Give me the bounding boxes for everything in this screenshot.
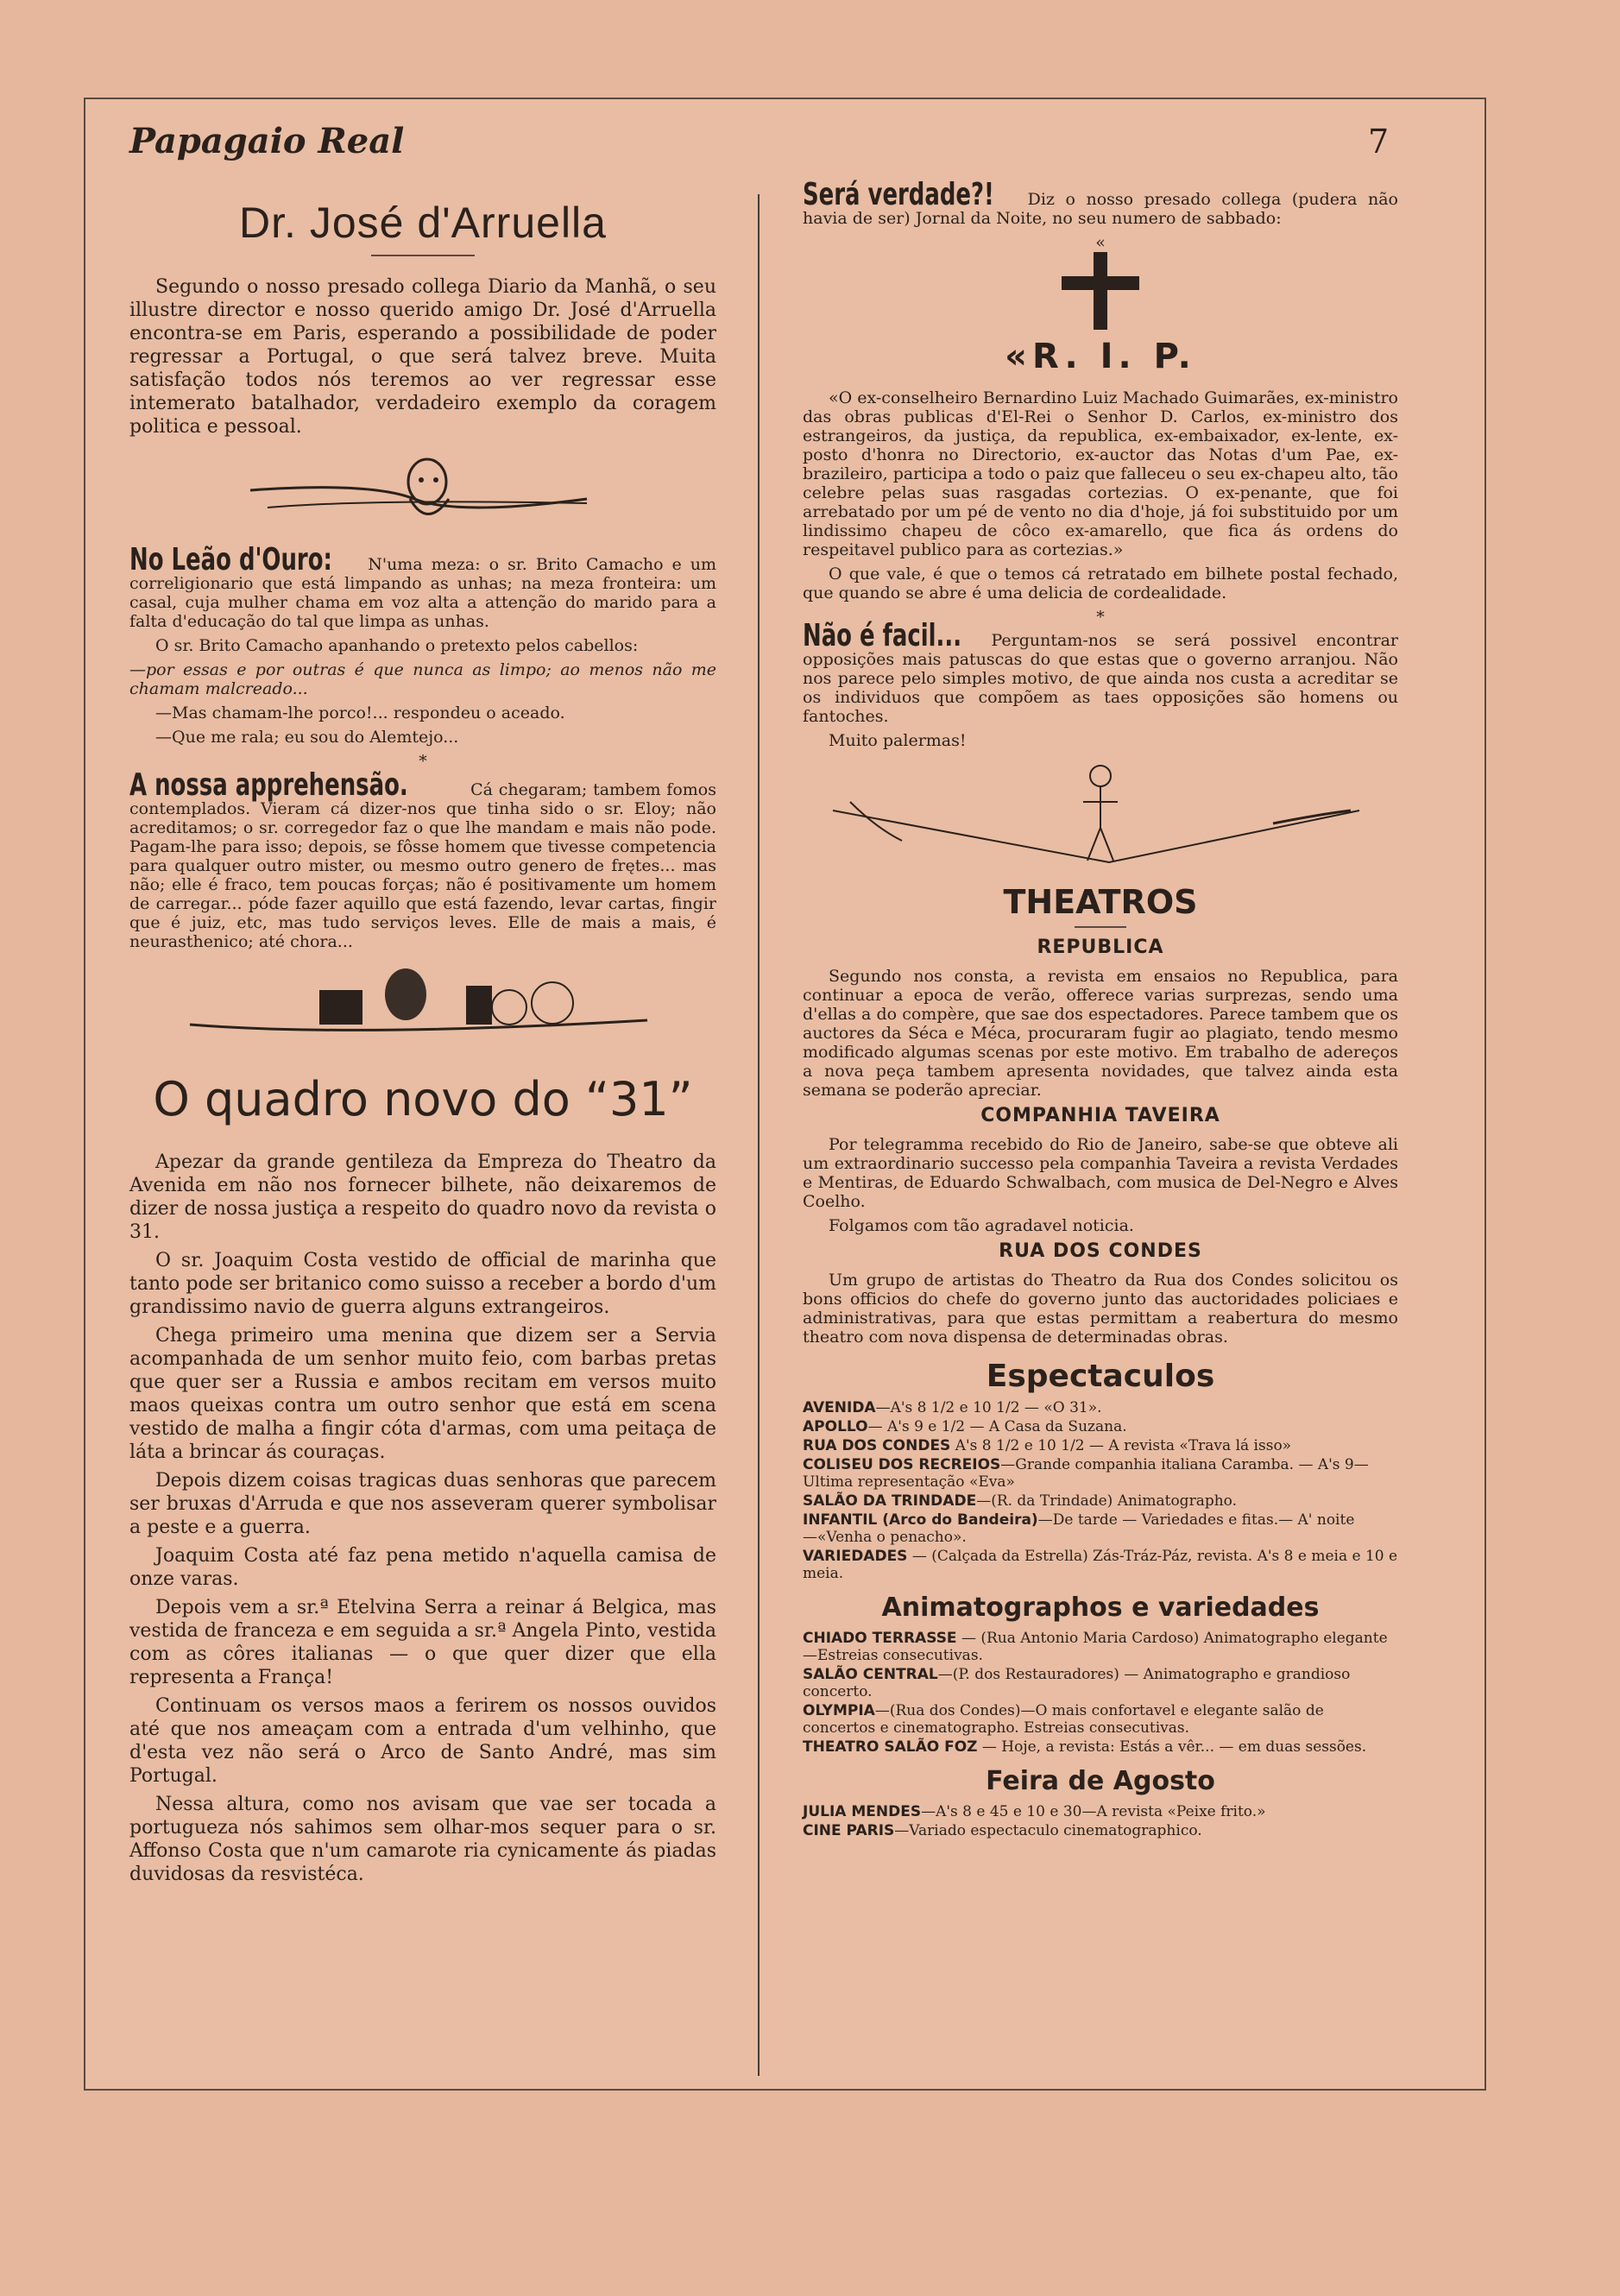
- arruella-text: Segundo o nosso presado collega Diario da Manhã, o seu illustre director e nosso querido amigo Dr. José d'Arruella encontra-se em Paris, esperando a possibilidade de poder regressar a Portugal, o que será talvez breve. Muita satisfação todos nós teremos ao ver regressar esse intemerato batalhador, verdadeiro exemplo da coragem politica e pessoal.: [129, 276, 716, 438]
- list-item: CHIADO TERRASSE — (Rua Antonio Maria Cardoso) Animatographo elegante—Estreias consecutivas.: [803, 1630, 1388, 1664]
- leao-p2: O sr. Brito Camacho apanhando o pretexto pelos cabellos:: [155, 636, 639, 655]
- title-rule: [371, 255, 475, 256]
- leao-head: No Leão d'Ouro:: [129, 542, 332, 577]
- seesaw-illustration: [824, 759, 1377, 871]
- animatographos-title: Animatographos e variedades: [881, 1593, 1320, 1623]
- taveira-title: COMPANHIA TAVEIRA: [980, 1105, 1220, 1126]
- list-item: VARIEDADES — (Calçada da Estrella) Zás-Tráz-Páz, revista. A's 8 e meia e 10 e meia.: [803, 1548, 1398, 1582]
- leao-p5: —Que me rala; eu sou do Alemtejo...: [155, 728, 459, 747]
- rip-heading: «R. I. P.: [1005, 337, 1196, 376]
- list-item: SALÃO DA TRINDADE—(R. da Trindade) Animatographo.: [803, 1492, 1237, 1510]
- taveira-end: Folgamos com tão agradavel noticia.: [829, 1216, 1134, 1235]
- quadro-p2: O sr. Joaquim Costa vestido de official de marinha que tanto pode ser britanico como suisso a receber a bordo d'um grandissimo navio de guerra alguns extrangeiros.: [129, 1250, 716, 1318]
- quadro-p6: Depois vem a sr.ª Etelvina Serra a reinar á Belgica, mas vestida de franceza e em seguida a sr.ª Angela Pinto, vestida com as côres italianas — o que quer dizer que ella representa a França!: [129, 1597, 716, 1688]
- right-column: [803, 177, 1399, 1841]
- caricature-illustration: [242, 447, 604, 542]
- espectaculos-title: Espectaculos: [986, 1359, 1215, 1394]
- theatros-title: THEATROS: [1003, 883, 1198, 921]
- facil-text: Perguntam-nos se será possivel encontrar opposições mais patuscas do que estas que o governo arranjou. Não nos parece pelo simples motivo, de que ainda nos custa a acreditar se os individuos que compõem as taes opposições são homens ou fantoches.: [803, 631, 1399, 726]
- quadro-title: O quadro novo do “31”: [153, 1072, 693, 1126]
- condes-text: Um grupo de artistas do Theatro da Rua dos Condes solicitou os bons officios do chefe do governo junto das auctoridades policiaes e administrativas, para que estas permittam a reabertura do mesmo theatro com nova dispensa de determinadas obras.: [803, 1271, 1398, 1347]
- facil-end: Muito palermas!: [829, 731, 967, 750]
- cross-icon: [1062, 252, 1139, 330]
- verdade-text: Diz o nosso presado collega (pudera não havia de ser) Jornal da Noite, no seu numero de sabbado:: [803, 190, 1398, 228]
- leao-p3: —por essas e por outras é que nunca as limpo; ao menos não me chamam malcreado...: [129, 660, 716, 698]
- quote-mark: «: [1095, 233, 1106, 252]
- column-divider: [758, 194, 760, 2076]
- animatographos-list: [803, 1630, 1398, 1756]
- left-column: [129, 186, 716, 1891]
- separator-star: *: [419, 752, 427, 771]
- list-item: RUA DOS CONDES A's 8 1/2 e 10 1/2 — A revista «Trava lá isso»: [803, 1437, 1292, 1454]
- list-item: INFANTIL (Arco do Bandeira)—De tarde — Variedades e fitas.— A' noite—«Venha o penacho».: [803, 1511, 1355, 1546]
- separator-star: *: [1096, 608, 1105, 627]
- list-item: CINE PARIS—Variado espectaculo cinematographico.: [803, 1822, 1202, 1839]
- feira-list: [803, 1803, 1398, 1839]
- quadro-p7: Continuam os versos maos a ferirem os nossos ouvidos até que nos ameaçam com a entrada d'um velhinho, que d'esta vez não será o Arco de Santo André, mas sim Portugal.: [129, 1695, 716, 1787]
- espectaculos-list: [803, 1399, 1398, 1582]
- quadro-p8: Nessa altura, como nos avisam que vae ser tocada a portugueza nós sahimos sem olhar-mos sequer para o sr. Affonso Costa que n'um camarote ria cynicamente ás piadas duvidosas da resvistéca.: [129, 1794, 716, 1885]
- verdade-body: «O ex-conselheiro Bernardino Luiz Machado Guimarães, ex-ministro das obras publicas d'El-Rei o Senhor D. Carlos, ex-ministro dos estrangeiros, da justiça, da republica, ex-embaixador, ex-lente, ex-posto d'honra no Directorio, ex-auctor das Notas d'um Pae, ex-brazileiro, participa a todo o paiz que falleceu o seu ex-chapeu alto, tão celebre pelas suas rasgadas cortezias. O ex-penante, que foi arrebatado por um pé de vento no dia d'hoje, já foi substituido por um lindissimo chapeu de côco ex-amarello, que fica ás ordens do respeitavel publico para as cortezias.»: [803, 388, 1398, 559]
- apprehensao-text: Cá chegaram; tambem fomos contemplados. Vieram cá dizer-nos que tinha sido o sr. Eloy; não acreditamos; o sr. corregedor faz o que lhe mandam e mais não pode. Pagam-lhe para isso; depois, se fôsse homem que tivesse competencia para qualquer outro mister, ou mesmo outro genero de frętes... mas não; elle é fraco, tem poucas forças; não é positivamente um homem de carregar... póde fazer aquillo que está fazendo, levar cartas, fingir que é juiz, etc, mas tudo serviços leves. Elle de mais a mais, é neurasthenico; até chora...: [129, 780, 716, 951]
- quadro-p3: Chega primeiro uma menina que dizem ser a Servia acompanhada de um senhor muito feio, com barbas pretas que quer ser a Russia e ambos recitam em versos muito maos queixas contra um outro senhor que está em scena vestido de malha a fingir cóta d'armas, com uma peitaça de láta a brincar ás couraças.: [129, 1325, 716, 1463]
- list-item: APOLLO— A's 9 e 1/2 — A Casa da Suzana.: [803, 1418, 1127, 1435]
- list-item: OLYMPIA—(Rua dos Condes)—O mais confortavel e elegante salão de concertos e cinematographo. Estreias consecutivas.: [803, 1702, 1324, 1737]
- taveira-text: Por telegramma recebido do Rio de Janeiro, sabe-se que obteve ali um extraordinario successo pela companhia Taveira a revista Verdades e Mentiras, de Eduardo Schwalbach, com musica de Del-Negro e Alves Coelho.: [803, 1135, 1398, 1211]
- verdade-note: O que vale, é que o temos cá retratado em bilhete postal fechado, que quando se abre é uma delicia de cordealidade.: [803, 565, 1398, 602]
- republica-text: Segundo nos consta, a revista em ensaios no Republica, para continuar a epoca de verão, offerece varias surprezas, sendo uma d'ellas a do compère, que sae dos espectadores. Parece tambem que os auctores da Séca e Méca, procuraram fugir ao plagiato, tendo mesmo modificado algumas scenas por este motivo. Em trabalho de adereços a nova peça tambem apresenta novidades, que talvez ainda esta semana se poderão apreciar.: [803, 967, 1398, 1100]
- leao-p4: —Mas chamam-lhe porco!... respondeu o aceado.: [155, 703, 565, 722]
- newspaper-title: Papagaio Real: [129, 121, 405, 161]
- page-number: 7: [1368, 123, 1390, 161]
- feira-title: Feira de Agosto: [986, 1766, 1215, 1796]
- list-item: AVENIDA—A's 8 1/2 e 10 1/2 — «O 31».: [803, 1399, 1102, 1416]
- list-item: THEATRO SALÃO FOZ — Hoje, a revista: Estás a vêr... — em duas sessões.: [803, 1738, 1367, 1756]
- quadro-p1: Apezar da grande gentileza da Empreza do Theatro da Avenida em não nos fornecer bilhete, não deixaremos de dizer de nossa justiça a respeito do quadro novo da revista o 31.: [129, 1151, 716, 1243]
- leao-p1: N'uma meza: o sr. Brito Camacho e um correligionario que está limpando as unhas; na meza fronteira: um casal, cuja mulher chama em voz alta a attenção do marido para a falta d'educação do tal que limpa as unhas.: [129, 555, 716, 631]
- list-item: JULIA MENDES—A's 8 e 45 e 10 e 30—A revista «Peixe frito.»: [803, 1803, 1266, 1820]
- figures-illustration: [181, 960, 665, 1055]
- quadro-p4: Depois dizem coisas tragicas duas senhoras que parecem ser bruxas d'Arruda e que nos asseveram querer symbolisar a peste e a guerra.: [129, 1470, 716, 1538]
- list-item: COLISEU DOS RECREIOS—Grande companhia italiana Caramba. — A's 9—Ultima representação «Eva»: [803, 1456, 1369, 1491]
- theatros-rule: [1075, 926, 1126, 928]
- condes-title: RUA DOS CONDES: [999, 1240, 1202, 1262]
- arruella-title: Dr. José d'Arruella: [239, 199, 607, 247]
- quadro-p5: Joaquim Costa até faz pena metido n'aquella camisa de onze varas.: [129, 1545, 716, 1590]
- facil-head: Não é facil...: [803, 618, 962, 653]
- apprehensao-head: A nossa apprehensão.: [129, 767, 408, 803]
- republica-title: REPUBLICA: [1037, 937, 1164, 958]
- verdade-head: Será verdade?!: [803, 177, 994, 212]
- list-item: SALÃO CENTRAL—(P. dos Restauradores) — Animatographo e grandioso concerto.: [803, 1666, 1351, 1700]
